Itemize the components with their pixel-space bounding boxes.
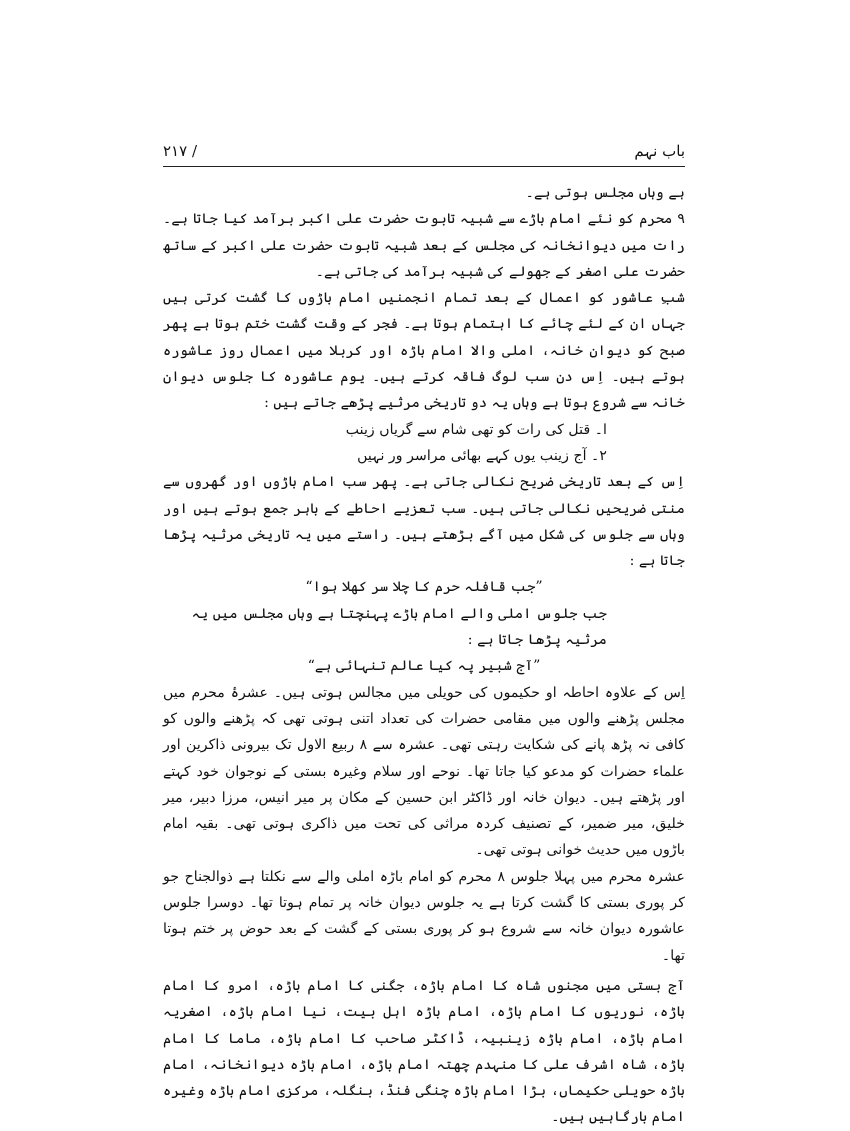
elegy-line: ا۔ قتل کی رات کو تھی شام سے گریاں زینب xyxy=(345,421,607,438)
body-text xyxy=(163,180,685,1131)
quoted-elegy: ”آج شبیر پہ کیا عالم تنہائی ہے“ xyxy=(307,658,541,675)
paragraph: ۹ محرم کو نئے امام باڑے سے شبیہ تابوت حضرت علی اکبر برآمد کیا جاتا ہے۔ رات میں دیوانخانہ کی مجلس کے بعد شبیہ تابوت حضرت علی اکبر کے ساتھ حضرت علی اصغر کے جھولے کی شبیہ برآمد کی جاتی ہے۔ xyxy=(163,211,685,280)
paragraph: اِس کے بعد تاریخی ضریح نکالی جاتی ہے۔ پھر سب امام باڑوں اور گھروں سے منتی ضریحیں نکالی جاتی ہیں۔ سب تعزیے احاطے کے باہر جمع ہوتے ہیں اور وہاں سے جلوس کی شکل میں آگے بڑھتے ہیں۔ راستے میں یہ تاریخی مرثیہ پڑھا جاتا ہے : xyxy=(163,474,685,570)
page-number: / ۲۱۷ xyxy=(163,142,197,160)
paragraph: جب جلوس املی والے امام باڑے پہنچتا ہے وہاں مجلس میں یہ مرثیہ پڑھا جاتا ہے : xyxy=(191,605,607,649)
chapter-title: باب نہم xyxy=(634,142,685,160)
elegy-line: ۲۔ آج زینب یوں کہے بھائی مراسر ور نہیں xyxy=(357,447,607,464)
quoted-elegy: ”جب قافلہ حرم کا چلا سر کھلا ہوا“ xyxy=(305,579,543,596)
paragraph: آج بستی میں مجنوں شاہ کا امام باڑہ، جگنی کا امام باڑہ، امرو کا امام باڑہ، نوریوں کا امام باڑہ، امام باڑہ اہل بیت، نیا امام باڑہ، اصغریہ امام باڑہ، امام باڑہ زینبیہ، ڈاکٹر صاحب کا امام باڑہ، ماما کا امام باڑہ، شاہ اشرف علی کا منہدم چھتہ امام باڑہ، امام باڑہ دیوانخانہ، امام باڑہ حویلی حکیماں، بڑا امام باڑہ چنگی فنڈ، بنگلہ، مرکزی امام باڑہ وغیرہ امام بارگاہیں ہیں۔ xyxy=(163,977,685,1126)
paragraph: عشرہ محرم میں پہلا جلوس ۸ محرم کو امام باڑہ املی والے سے نکلتا ہے ذوالجناح جو کر پوری بستی کا گشت کرتا ہے یہ جلوس دیوان خانہ پر تمام ہوتا تھا۔ دوسرا جلوس عاشورہ دیوان خانہ سے شروع ہو کر پوری بستی کے گشت کے بعد حوض پر ختم ہوتا تھا۔ xyxy=(163,868,685,964)
paragraph: شبِ عاشور کو اعمال کے بعد تمام انجمنیں امام باڑوں کا گشت کرتی ہیں جہاں ان کے لئے چائے کا اہتمام ہوتا ہے۔ فجر کے وقت گشت ختم ہوتا ہے پھر صبح کو دیوان خانہ، املی والا امام باڑہ اور کربلا میں اعمال روز عاشورہ ہوتے ہیں۔ اِس دن سب لوگ فاقہ کرتے ہیں۔ یوم عاشورہ کا جلوس دیوان خانہ سے شروع ہوتا ہے وہاں یہ دو تاریخی مرثیے پڑھے جاتے ہیں : xyxy=(163,290,685,412)
paragraph: ہے وہاں مجلس ہوتی ہے۔ xyxy=(525,185,685,201)
page-header xyxy=(163,140,685,167)
paragraph: اِس کے علاوہ احاطہ او حکیموں کی حویلی میں مجالس ہوتی ہیں۔ عشرۂ محرم میں مجلس پڑھنے والوں میں مقامی حضرات کی تعداد اتنی ہوتی تھی کہ پڑھنے والوں کو کافی نہ پڑھ پانے کی شکایت رہتی تھی۔ عشرہ سے ۸ ربیع الاول تک بیرونی ذاکرین اور علماء حضرات کو مدعو کیا جاتا تھا۔ نوحے اور سلام وغیرہ بستی کے نوجوان خود کہتے اور پڑھتے ہیں۔ دیوان خانہ اور ڈاکٹر ابن حسین کے مکان پر میر انیس، مرزا دبیر، میر خلیق، میر ضمیر، کے تصنیف کردہ مراثی کی تحت میں ذاکری ہوتی تھی۔ بقیہ امام باڑوں میں حدیث خوانی ہوتی تھی۔ xyxy=(163,684,685,859)
